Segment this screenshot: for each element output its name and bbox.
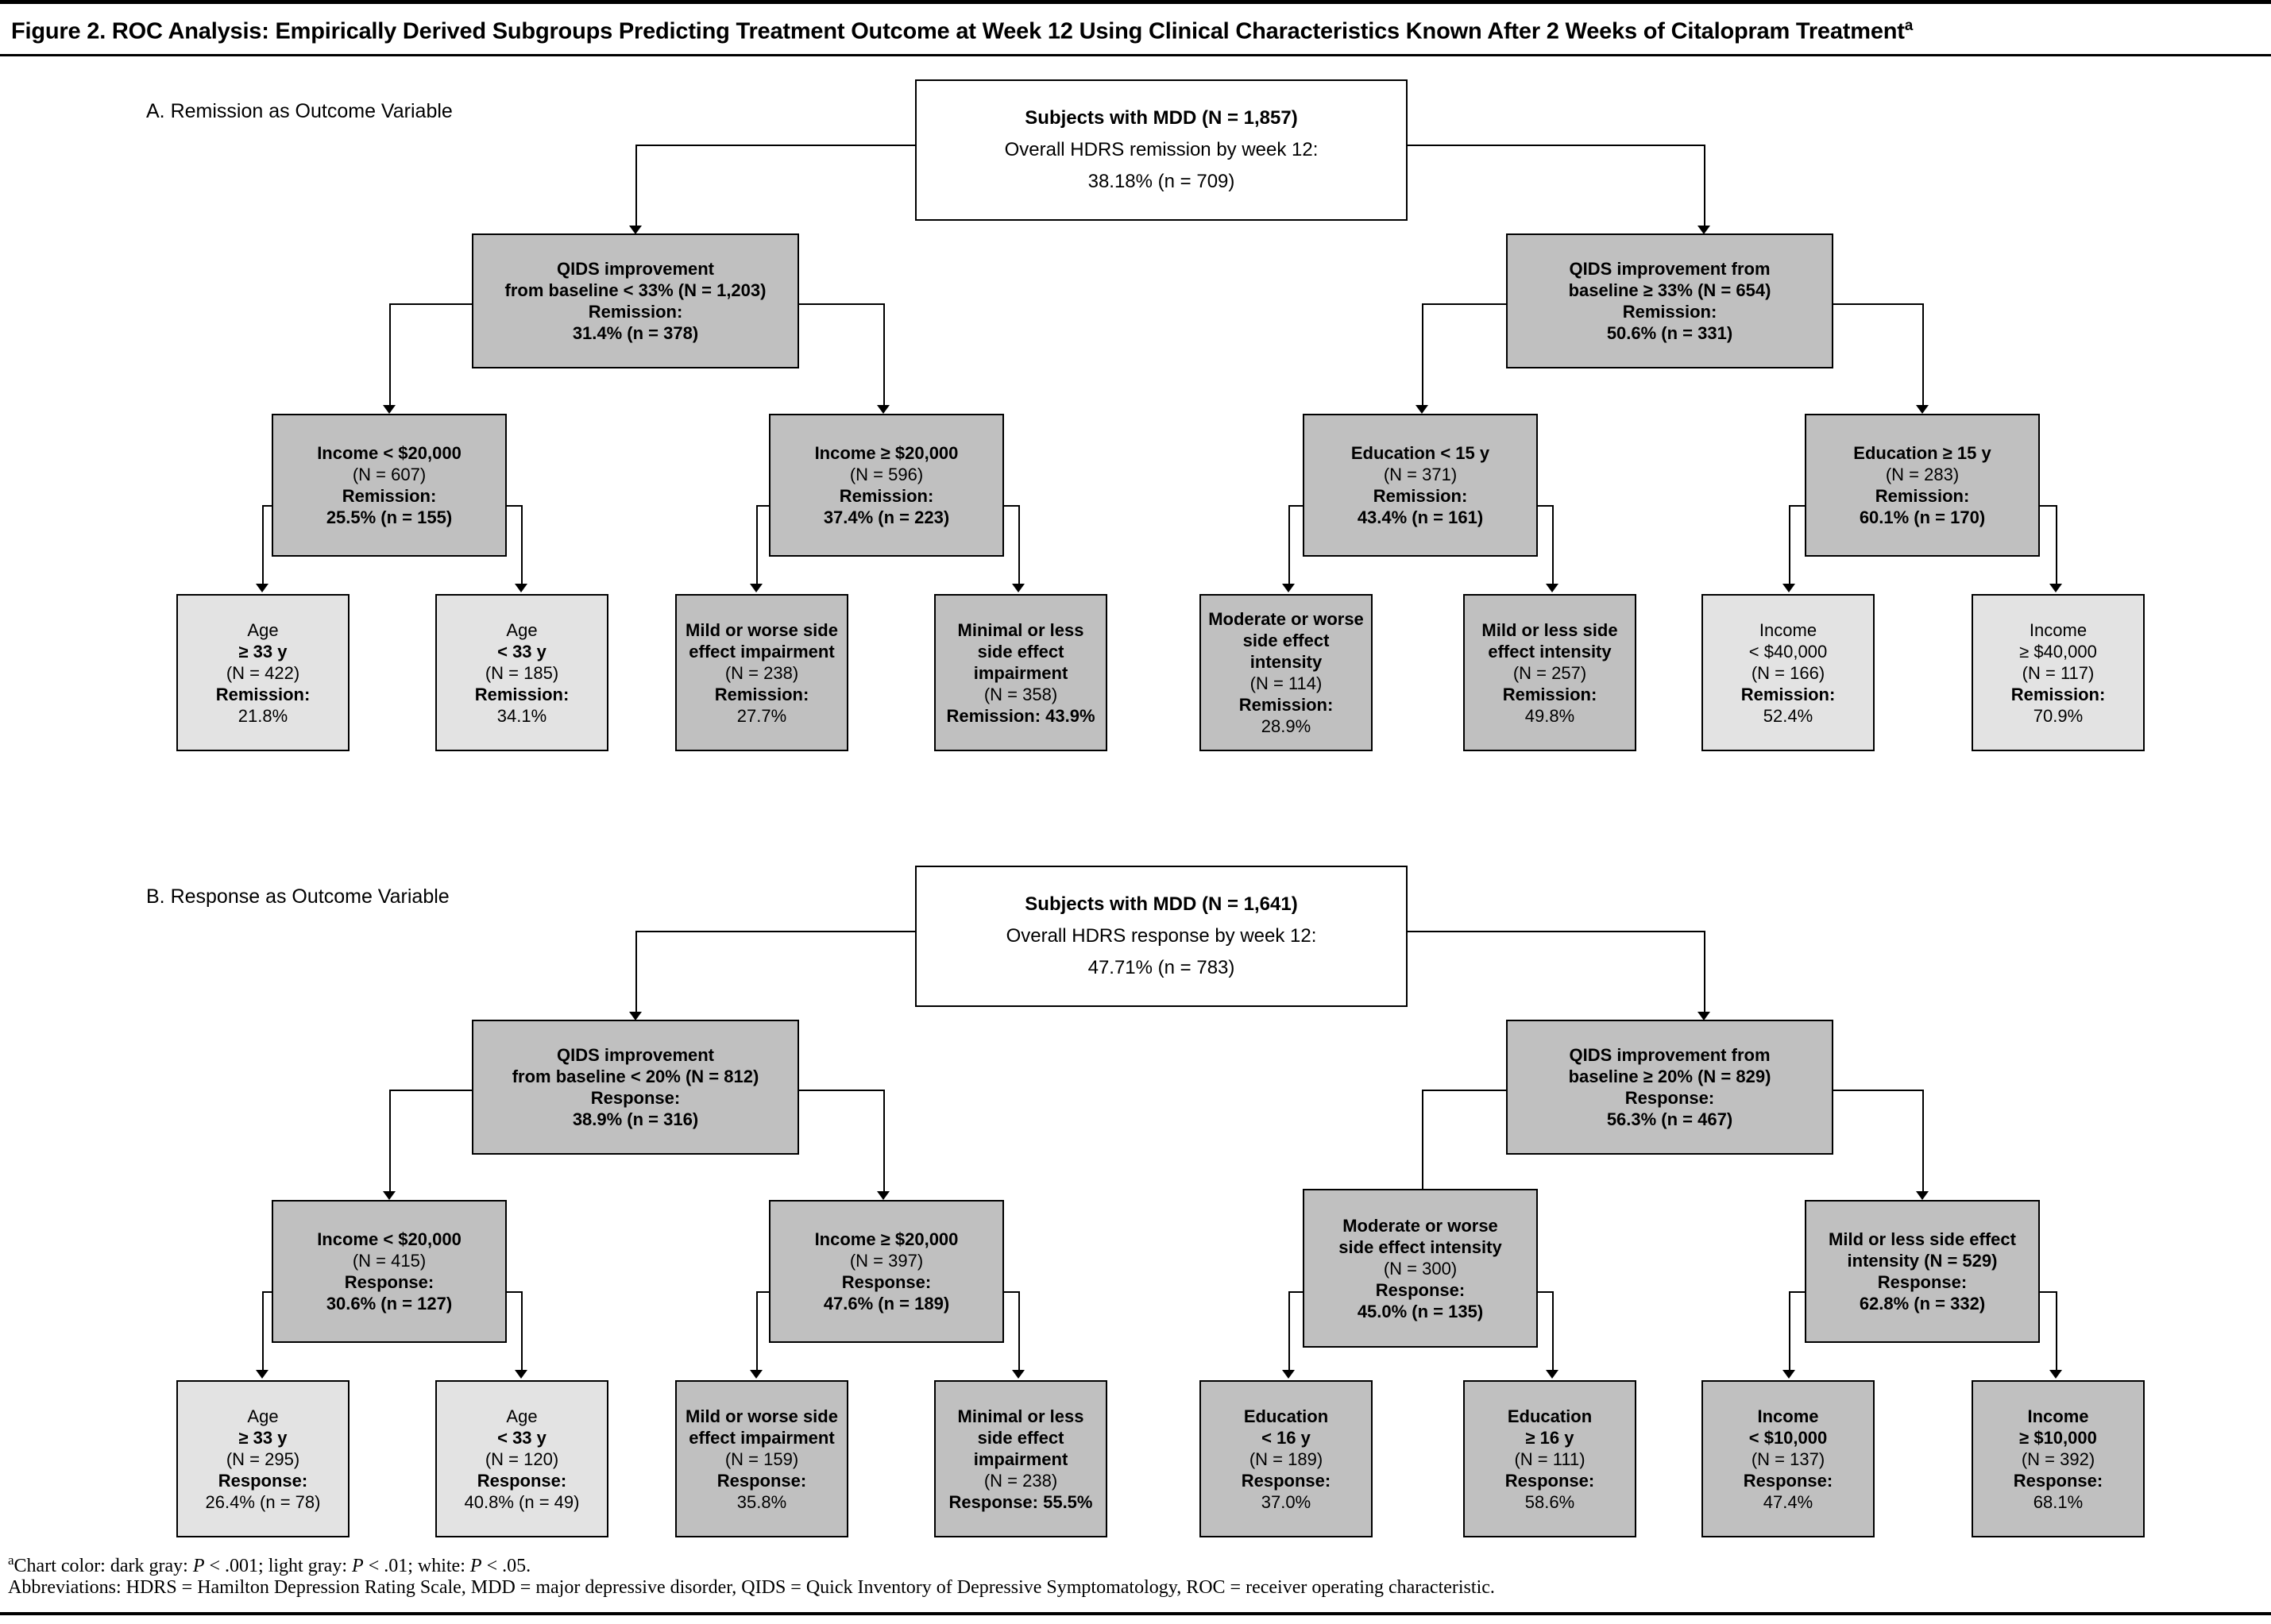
- node-line4: Remission:: [474, 684, 570, 704]
- node-line2: < 33 y: [497, 1427, 547, 1448]
- node-line2: effect intensity: [1488, 641, 1612, 662]
- node-line4: 62.8% (n = 332): [1859, 1294, 1986, 1313]
- node-line2: side effect intensity: [1338, 1236, 1502, 1257]
- node-line4: 43.4% (n = 161): [1357, 507, 1484, 527]
- node-line3: Response:: [590, 1088, 681, 1108]
- connector: [521, 505, 523, 589]
- node-line1: Education < 15 y: [1350, 443, 1490, 463]
- node-line5: 40.8% (n = 49): [464, 1491, 580, 1512]
- node-line4: Response:: [218, 1470, 308, 1491]
- node-line2: (N = 415): [352, 1251, 427, 1271]
- node-line5: Remission: 43.9%: [946, 705, 1095, 726]
- node-line4: 31.4% (n = 378): [572, 323, 699, 343]
- connector: [521, 1291, 523, 1375]
- connector: [2038, 1291, 2057, 1293]
- node-line2: side effect intensity: [1242, 631, 1330, 672]
- connector-arrow: [1546, 1370, 1558, 1379]
- node-line2: < $10,000: [1748, 1427, 1828, 1448]
- node-line4: 30.6% (n = 127): [326, 1294, 453, 1313]
- node-line1: Moderate or worse: [1342, 1215, 1498, 1236]
- node-line1: Income ≥ $20,000: [814, 443, 959, 463]
- node-line2: from baseline < 20% (N = 812): [512, 1067, 759, 1086]
- node-line2: side effect: [977, 1427, 1064, 1448]
- node-line1: Income < $20,000: [317, 443, 462, 463]
- node-line1: QIDS improvement: [556, 259, 715, 279]
- connector-arrow: [750, 1370, 763, 1379]
- connector-arrow: [1782, 1370, 1795, 1379]
- connector-arrow: [1916, 1191, 1929, 1200]
- connector-arrow: [256, 1370, 268, 1379]
- panel-a-leaf-8: [1972, 594, 2145, 751]
- connector-arrow: [383, 1191, 396, 1200]
- panel-a-root-node: [915, 79, 1408, 221]
- node-line4: 37.4% (n = 223): [823, 507, 950, 527]
- node-line1: Income: [2027, 1406, 2089, 1426]
- node-line2: side effect: [977, 641, 1064, 662]
- connector: [262, 1291, 264, 1375]
- node-line1: Age: [247, 619, 279, 640]
- node-line1: QIDS improvement from: [1569, 1045, 1771, 1065]
- connector: [1832, 1090, 1922, 1091]
- connector: [389, 1090, 473, 1091]
- connector: [756, 505, 758, 589]
- node-line2: ≥ 33 y: [238, 1427, 288, 1448]
- node-line4: Response:: [1743, 1470, 1833, 1491]
- node-line2: effect impairment: [689, 1427, 835, 1448]
- node-line5: 34.1%: [496, 705, 547, 726]
- node-line1: Mild or less side: [1481, 619, 1618, 640]
- node-line1: QIDS improvement from: [1569, 259, 1771, 279]
- node-line2: (N = 596): [849, 465, 924, 484]
- node-line3: (N = 257): [1512, 662, 1587, 683]
- panel-a-level2-node-3: [1303, 414, 1538, 557]
- panel-b-leaf-7: [1701, 1380, 1875, 1537]
- panel-a-leaf-7: [1701, 594, 1875, 751]
- connector-arrow: [877, 405, 890, 414]
- connector-arrow: [515, 1370, 527, 1379]
- connector: [756, 1291, 771, 1293]
- panel-a-level2-node-1: [272, 414, 507, 557]
- root-line1: Subjects with MDD (N = 1,641): [1025, 893, 1298, 915]
- node-line4: 38.9% (n = 316): [572, 1109, 699, 1129]
- panel-a-level1-node-right: [1506, 233, 1833, 368]
- node-line5: 35.8%: [736, 1491, 787, 1512]
- connector-arrow: [1416, 405, 1428, 414]
- panel-b-level2-node-2: [769, 1200, 1004, 1343]
- node-line4: 47.6% (n = 189): [823, 1294, 950, 1313]
- node-line2: ≥ $40,000: [2019, 641, 2097, 662]
- node-line3: (N = 166): [1751, 662, 1825, 683]
- node-line5: 68.1%: [2033, 1491, 2084, 1512]
- connector: [1288, 1291, 1290, 1375]
- node-line1: Age: [247, 1406, 279, 1426]
- node-line3: (N = 114): [1249, 673, 1323, 693]
- connector: [1406, 931, 1704, 932]
- node-line1: Mild or worse side: [686, 619, 838, 640]
- node-line1: Education: [1243, 1406, 1329, 1426]
- node-line1: Income ≥ $20,000: [814, 1229, 959, 1249]
- node-line5: 45.0% (n = 135): [1357, 1301, 1484, 1321]
- connector: [2038, 505, 2057, 507]
- node-line4: Response:: [1241, 1470, 1331, 1491]
- connector: [1536, 1291, 1554, 1293]
- panel-b-level2-node-3: [1303, 1189, 1538, 1348]
- node-line3: (N = 295): [226, 1448, 300, 1469]
- node-line5: Response: 55.5%: [948, 1491, 1093, 1512]
- node-line1: Age: [506, 619, 538, 640]
- node-line3: (N = 422): [226, 662, 300, 683]
- footnote-color-mid2: < .01; white:: [363, 1556, 470, 1576]
- top-rule: [0, 0, 2271, 4]
- node-line5: 28.9%: [1261, 716, 1311, 736]
- panel-a-label: A. Remission as Outcome Variable: [146, 100, 453, 122]
- node-line3: impairment: [973, 662, 1068, 683]
- connector: [1552, 1291, 1554, 1375]
- node-line1: Education ≥ 15 y: [1853, 443, 1991, 463]
- panel-a-leaf-2: [435, 594, 608, 751]
- node-line2: effect impairment: [689, 641, 835, 662]
- connector: [1789, 1291, 1790, 1375]
- panel-b-leaf-5: [1199, 1380, 1373, 1537]
- node-line4: 25.5% (n = 155): [326, 507, 453, 527]
- node-line3: (N = 238): [724, 662, 799, 683]
- connector: [262, 505, 273, 507]
- node-line3: (N = 189): [1249, 1448, 1323, 1469]
- connector: [1288, 505, 1304, 507]
- connector-arrow: [256, 584, 268, 592]
- node-line4: Response:: [1504, 1470, 1595, 1491]
- node-line2: baseline ≥ 20% (N = 829): [1568, 1067, 1771, 1086]
- connector: [2056, 1291, 2057, 1375]
- node-line1: QIDS improvement: [556, 1045, 715, 1065]
- panel-a-leaf-4: [934, 594, 1107, 751]
- connector: [1789, 505, 1790, 589]
- page-title: [11, 13, 2259, 45]
- node-line1: Education: [1507, 1406, 1593, 1426]
- node-line5: 21.8%: [238, 705, 288, 726]
- footnote-color-key: [8, 1549, 531, 1578]
- connector: [635, 145, 637, 232]
- node-line2: (N = 607): [352, 465, 427, 484]
- node-line5: 26.4% (n = 78): [205, 1491, 321, 1512]
- connector-arrow: [1546, 584, 1558, 592]
- node-line3: Remission:: [1373, 486, 1468, 506]
- node-line4: 50.6% (n = 331): [1606, 323, 1733, 343]
- connector: [798, 303, 883, 305]
- node-line1: Income: [2029, 619, 2088, 640]
- connector: [389, 303, 473, 305]
- node-line2: (N = 397): [849, 1251, 924, 1271]
- node-line4: Response:: [716, 1470, 807, 1491]
- connector: [1422, 303, 1508, 305]
- panel-b-leaf-4: [934, 1380, 1107, 1537]
- panel-a-level2-node-4: [1805, 414, 2040, 557]
- node-line3: Response:: [344, 1272, 435, 1292]
- node-line4: (N = 358): [983, 684, 1058, 704]
- node-line1: Age: [506, 1406, 538, 1426]
- panel-b-leaf-8: [1972, 1380, 2145, 1537]
- connector: [1536, 505, 1554, 507]
- node-line4: 60.1% (n = 170): [1859, 507, 1986, 527]
- connector: [1422, 1090, 1508, 1091]
- node-line3: (N = 120): [485, 1448, 559, 1469]
- node-line4: Remission:: [714, 684, 809, 704]
- node-line3: Response:: [841, 1272, 932, 1292]
- node-line1: Minimal or less: [957, 619, 1084, 640]
- panel-b-level1-node-right: [1506, 1020, 1833, 1155]
- footnote-abbreviations: Abbreviations: HDRS = Hamilton Depression Rating Scale, MDD = major depressive disorder, QIDS = Quick Inventory of Depressive Symptomatology, ROC = receiver operating characteristic.: [8, 1577, 1495, 1598]
- panel-b-level2-node-1: [272, 1200, 507, 1343]
- connector-arrow: [2049, 584, 2062, 592]
- node-line4: 56.3% (n = 467): [1606, 1109, 1733, 1129]
- panel-b-level2-node-4: [1805, 1200, 2040, 1343]
- connector-arrow: [750, 584, 763, 592]
- node-line2: from baseline < 33% (N = 1,203): [504, 280, 767, 300]
- connector-arrow: [2049, 1370, 2062, 1379]
- panel-b-level1-node-left: [472, 1020, 799, 1155]
- node-line3: impairment: [973, 1448, 1068, 1469]
- connector: [756, 505, 771, 507]
- connector: [505, 505, 523, 507]
- connector-arrow: [1012, 584, 1025, 592]
- node-line1: Mild or worse side: [686, 1406, 838, 1426]
- footnote-color-prefix: Chart color: dark gray:: [14, 1556, 193, 1576]
- connector-arrow: [1282, 1370, 1295, 1379]
- connector: [1552, 505, 1554, 589]
- connector-arrow: [1012, 1370, 1025, 1379]
- node-line4: Response:: [1375, 1279, 1466, 1300]
- node-line3: Response:: [1877, 1272, 1968, 1292]
- node-line3: (N = 185): [485, 662, 559, 683]
- connector: [883, 303, 885, 411]
- node-line3: (N = 392): [2021, 1448, 2095, 1469]
- node-line2: < 33 y: [497, 641, 547, 662]
- connector: [1018, 505, 1020, 589]
- footnote-color-mid1: < .001; light gray:: [204, 1556, 353, 1576]
- node-line4: Remission:: [1740, 684, 1836, 704]
- root-line3: 38.18% (n = 709): [1087, 171, 1235, 192]
- node-line3: Response:: [1624, 1088, 1715, 1108]
- node-line4: (N = 238): [983, 1470, 1058, 1491]
- panel-a-leaf-6: [1463, 594, 1636, 751]
- connector: [883, 1090, 885, 1198]
- connector: [1422, 303, 1423, 411]
- panel-a-leaf-1: [176, 594, 350, 751]
- node-line3: Remission:: [839, 486, 934, 506]
- panel-b-root-node: [915, 866, 1408, 1007]
- connector: [1018, 1291, 1020, 1375]
- panel-a-leaf-3: [675, 594, 848, 751]
- root-line3: 47.71% (n = 783): [1087, 957, 1235, 978]
- connector: [1704, 145, 1705, 232]
- node-line3: Remission:: [1622, 302, 1717, 322]
- node-line2: ≥ $10,000: [2019, 1427, 2097, 1448]
- node-line3: Remission:: [588, 302, 683, 322]
- root-line1: Subjects with MDD (N = 1,857): [1025, 107, 1298, 129]
- node-line4: Remission:: [1238, 695, 1334, 715]
- connector: [1002, 1291, 1020, 1293]
- node-line2: intensity (N = 529): [1847, 1251, 1998, 1271]
- node-line4: Response:: [477, 1470, 567, 1491]
- connector: [1789, 1291, 1806, 1293]
- connector: [2056, 505, 2057, 589]
- bottom-rule: [0, 1612, 2271, 1615]
- root-line2: Overall HDRS response by week 12:: [1006, 925, 1317, 947]
- connector: [262, 1291, 273, 1293]
- connector: [1288, 505, 1290, 589]
- connector: [1789, 505, 1806, 507]
- footnote-marker: a: [8, 1553, 14, 1568]
- connector-arrow: [877, 1191, 890, 1200]
- panel-b-leaf-3: [675, 1380, 848, 1537]
- node-line2: ≥ 16 y: [1525, 1427, 1574, 1448]
- footnote-color-suffix: < .05.: [481, 1556, 531, 1576]
- node-line3: (N = 300): [1383, 1258, 1458, 1279]
- node-line5: 58.6%: [1524, 1491, 1575, 1512]
- node-line3: (N = 137): [1751, 1448, 1825, 1469]
- footnote-p-italic-1: P: [192, 1556, 205, 1576]
- node-line1: Mild or less side effect: [1829, 1229, 2016, 1249]
- root-line2: Overall HDRS remission by week 12:: [1004, 139, 1319, 160]
- connector-arrow: [1282, 584, 1295, 592]
- connector: [635, 931, 637, 1018]
- connector: [1704, 931, 1705, 1018]
- node-line3: (N = 111): [1514, 1448, 1585, 1469]
- node-line4: Remission:: [1502, 684, 1597, 704]
- panel-a-level2-node-2: [769, 414, 1004, 557]
- panel-b-label: B. Response as Outcome Variable: [146, 885, 450, 908]
- node-line1: Income: [1759, 619, 1817, 640]
- node-line5: 52.4%: [1763, 705, 1813, 726]
- node-line1: Moderate or worse: [1208, 609, 1364, 629]
- footnote-p-italic-2: P: [352, 1556, 364, 1576]
- connector: [389, 303, 391, 411]
- node-line1: Minimal or less: [957, 1406, 1084, 1426]
- connector: [1002, 505, 1020, 507]
- connector: [1288, 1291, 1304, 1293]
- footnote-p-italic-3: P: [469, 1556, 482, 1576]
- connector: [389, 1090, 391, 1198]
- node-line3: Remission:: [1875, 486, 1970, 506]
- connector: [1922, 1090, 1924, 1198]
- figure-title-superscript: a: [1904, 17, 1914, 34]
- connector: [262, 505, 264, 589]
- node-line3: (N = 159): [724, 1448, 799, 1469]
- node-line3: Remission:: [342, 486, 437, 506]
- node-line2: < $40,000: [1748, 641, 1828, 662]
- node-line2: ≥ 33 y: [238, 641, 288, 662]
- connector: [635, 145, 917, 146]
- connector: [756, 1291, 758, 1375]
- connector: [635, 931, 917, 932]
- node-line4: Remission:: [215, 684, 311, 704]
- node-line2: baseline ≥ 33% (N = 654): [1568, 280, 1771, 300]
- node-line2: (N = 371): [1383, 465, 1458, 484]
- connector: [505, 1291, 523, 1293]
- panel-b-leaf-1: [176, 1380, 350, 1537]
- connector-arrow: [383, 405, 396, 414]
- connector: [1422, 1090, 1423, 1198]
- title-underline-rule: [0, 54, 2271, 56]
- node-line1: Income < $20,000: [317, 1229, 462, 1249]
- connector-arrow: [1782, 584, 1795, 592]
- node-line2: < 16 y: [1261, 1427, 1311, 1448]
- figure-title-text: Figure 2. ROC Analysis: Empirically Derived Subgroups Predicting Treatment Outcome at Week 12 Using Clinical Characteristics Known After 2 Weeks of Citalopram Treatment: [11, 18, 1905, 44]
- connector: [1406, 145, 1704, 146]
- node-line2: (N = 283): [1885, 465, 1960, 484]
- node-line5: 49.8%: [1524, 705, 1575, 726]
- node-line5: 47.4%: [1763, 1491, 1813, 1512]
- node-line5: 27.7%: [736, 705, 787, 726]
- connector: [1832, 303, 1922, 305]
- connector-arrow: [515, 584, 527, 592]
- panel-a-level1-node-left: [472, 233, 799, 368]
- node-line5: 70.9%: [2033, 705, 2084, 726]
- node-line1: Income: [1757, 1406, 1819, 1426]
- connector: [798, 1090, 883, 1091]
- connector-arrow: [1916, 405, 1929, 414]
- node-line3: (N = 117): [2022, 662, 2095, 683]
- connector: [1922, 303, 1924, 411]
- node-line4: Response:: [2013, 1470, 2103, 1491]
- node-line4: Remission:: [2010, 684, 2106, 704]
- panel-b-leaf-2: [435, 1380, 608, 1537]
- panel-b-leaf-6: [1463, 1380, 1636, 1537]
- node-line5: 37.0%: [1261, 1491, 1311, 1512]
- panel-a-leaf-5: [1199, 594, 1373, 751]
